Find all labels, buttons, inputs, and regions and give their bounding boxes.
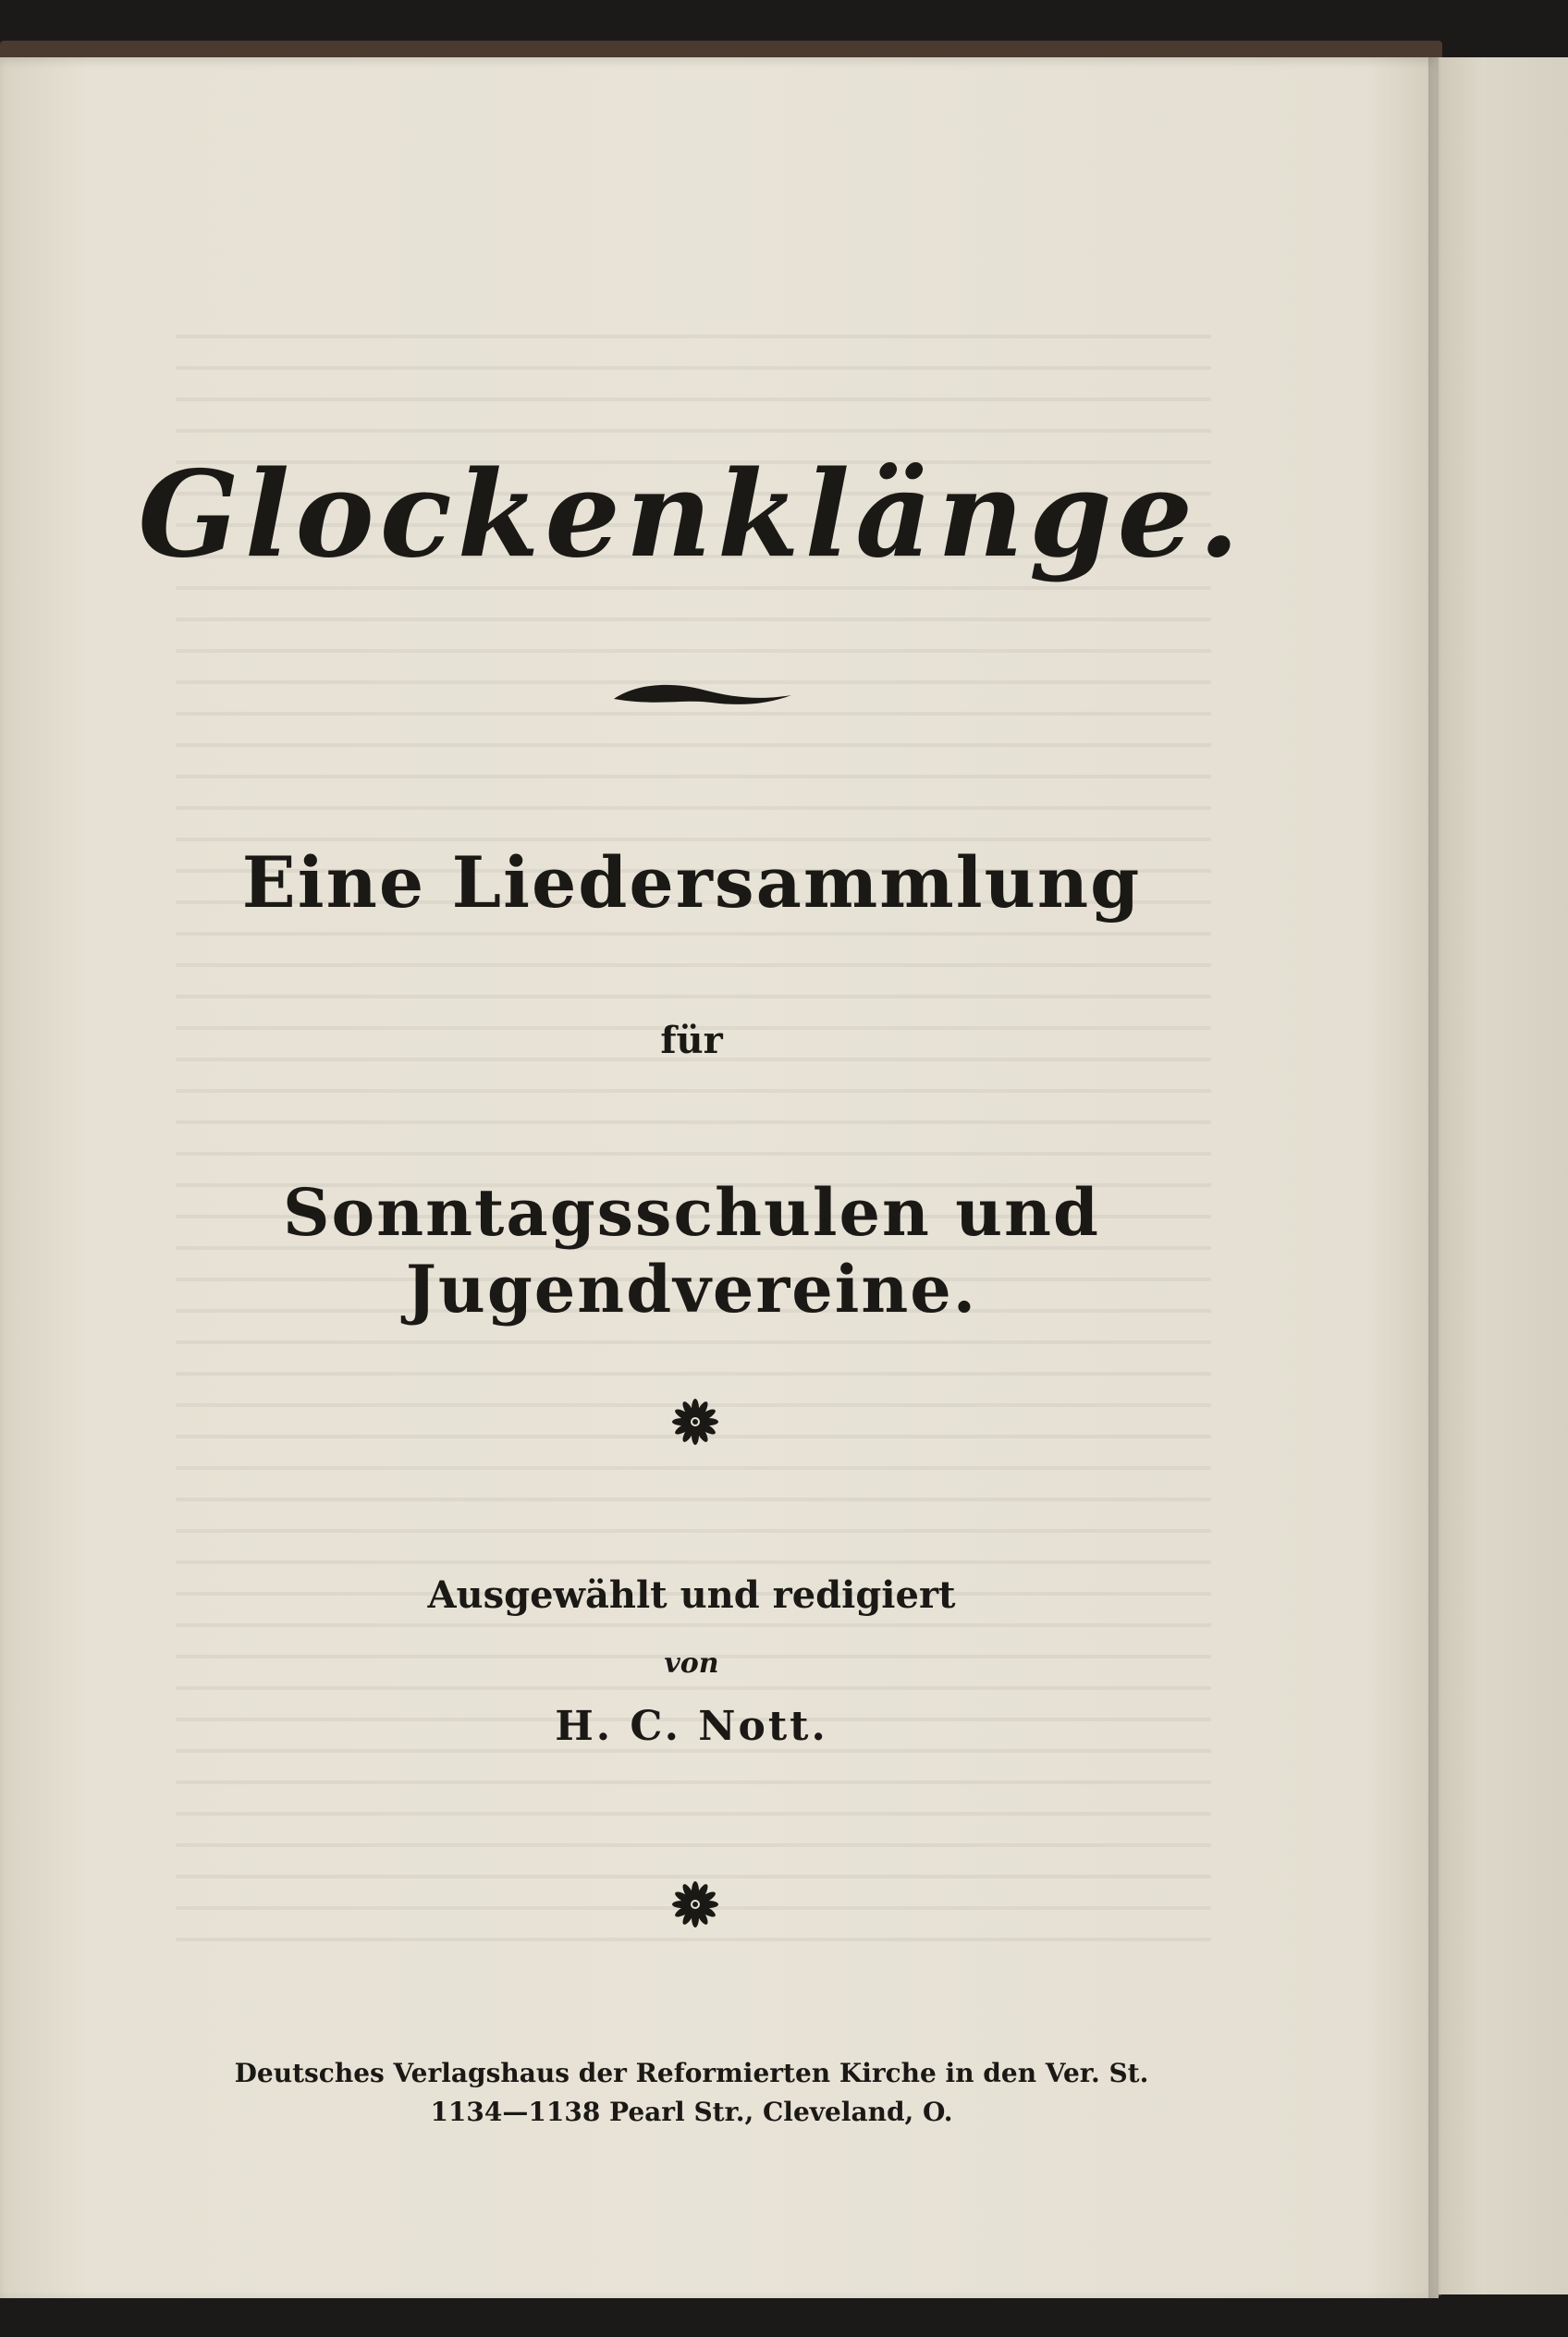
preposition-text: für xyxy=(660,1019,723,1062)
author-name: H. C. Nott. xyxy=(555,1703,828,1750)
rosette-ornament-icon xyxy=(671,1398,719,1446)
next-page-edge xyxy=(1424,57,1568,2294)
audience-text: Sonntagsschulen und Jugendvereine. xyxy=(282,1174,1100,1328)
page-gutter-shadow xyxy=(1428,57,1441,2298)
by-label: von xyxy=(664,1647,719,1680)
rosette-ornament-icon xyxy=(671,1880,719,1928)
publisher-address: 1134—1138 Pearl Str., Cleveland, O. xyxy=(430,2097,953,2127)
publisher-imprint xyxy=(0,2054,1383,2132)
swash-ornament-icon xyxy=(610,675,795,721)
title-page xyxy=(0,57,1439,2298)
book-title: Glockenklänge. xyxy=(138,446,1245,584)
publisher-name: Deutsches Verlagshaus der Reformierten Kirche in den Ver. St. xyxy=(234,2058,1149,2088)
book-subtitle: Eine Liedersammlung xyxy=(241,841,1142,924)
edited-by-label: Ausgewählt und redigiert xyxy=(427,1573,956,1617)
